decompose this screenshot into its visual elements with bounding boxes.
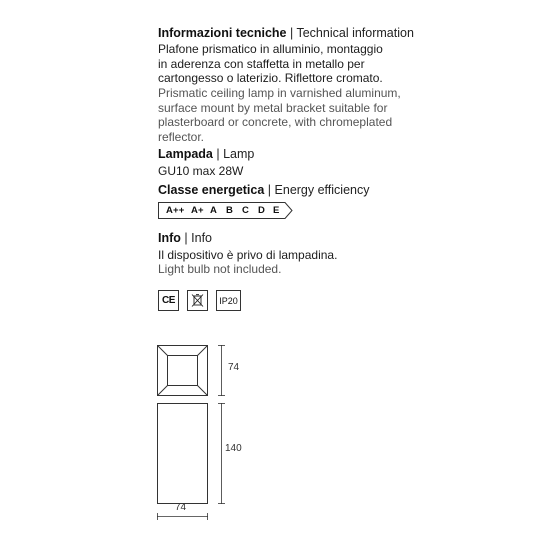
width-dimension-line <box>157 513 208 520</box>
energy-class-label: C <box>242 205 250 216</box>
energy-class-label: A+ <box>191 205 204 216</box>
top-dimension-label: 74 <box>228 362 240 373</box>
energy-class-scale <box>158 202 293 219</box>
energy-title-en: Energy efficiency <box>274 183 370 197</box>
lamp-title-en: Lamp <box>223 147 255 161</box>
info-line-en: Light bulb not included. <box>158 262 282 276</box>
description-line: surface mount by metal bracket suitable for <box>158 100 388 115</box>
technical-title-it: Informazioni tecniche <box>158 26 287 40</box>
ce-mark-text: CE <box>162 295 175 306</box>
technical-description-it <box>158 42 383 86</box>
top-view-drawing <box>158 346 208 396</box>
dimension-drawing <box>150 335 260 525</box>
technical-title-en: Technical information <box>296 26 414 40</box>
energy-class-label: B <box>226 205 234 216</box>
energy-class-label: A++ <box>166 205 185 216</box>
weee-bin-graphic <box>190 293 205 308</box>
lamp-title-it: Lampada <box>158 147 213 161</box>
energy-class-label: A <box>210 205 218 216</box>
heading-separator: | <box>289 26 297 40</box>
energy-class-label: D <box>258 205 266 216</box>
description-line: plasterboard or concrete, with chromeplated <box>158 115 393 130</box>
height-dimension-line <box>218 403 225 504</box>
technical-heading <box>158 26 414 41</box>
energy-class-labels <box>158 202 285 219</box>
heading-separator: | <box>267 183 275 197</box>
top-dimension-line <box>218 345 225 396</box>
ip-rating-badge <box>216 290 241 311</box>
lamp-heading <box>158 147 254 162</box>
info-title-it: Info <box>158 231 181 245</box>
info-heading <box>158 231 212 246</box>
height-dimension-label: 140 <box>225 443 242 454</box>
description-line: Prismatic ceiling lamp in varnished aluminum, <box>158 86 401 100</box>
width-dimension-label: 74 <box>175 502 187 513</box>
description-line: Plafone prismatico in alluminio, montaggio <box>158 42 383 56</box>
energy-title-it: Classe energetica <box>158 183 265 197</box>
lamp-value: GU10 max 28W <box>158 164 244 178</box>
info-title-en: Info <box>191 231 212 245</box>
technical-description-en <box>158 86 401 144</box>
description-line: reflector. <box>158 129 205 144</box>
ce-mark-icon <box>158 290 179 311</box>
heading-separator: | <box>184 231 192 245</box>
energy-heading <box>158 183 370 198</box>
energy-class-label: E <box>273 205 280 216</box>
crossed-out-bin-icon <box>187 290 208 311</box>
info-line-it: Il dispositivo è privo di lampadina. <box>158 248 338 262</box>
ip-rating-text: IP20 <box>219 295 238 306</box>
side-view-drawing <box>158 404 208 504</box>
description-line: in aderenza con staffetta in metallo per <box>158 56 365 71</box>
description-line: cartongesso o laterizio. Riflettore cromato. <box>158 71 383 86</box>
heading-separator: | <box>216 147 224 161</box>
